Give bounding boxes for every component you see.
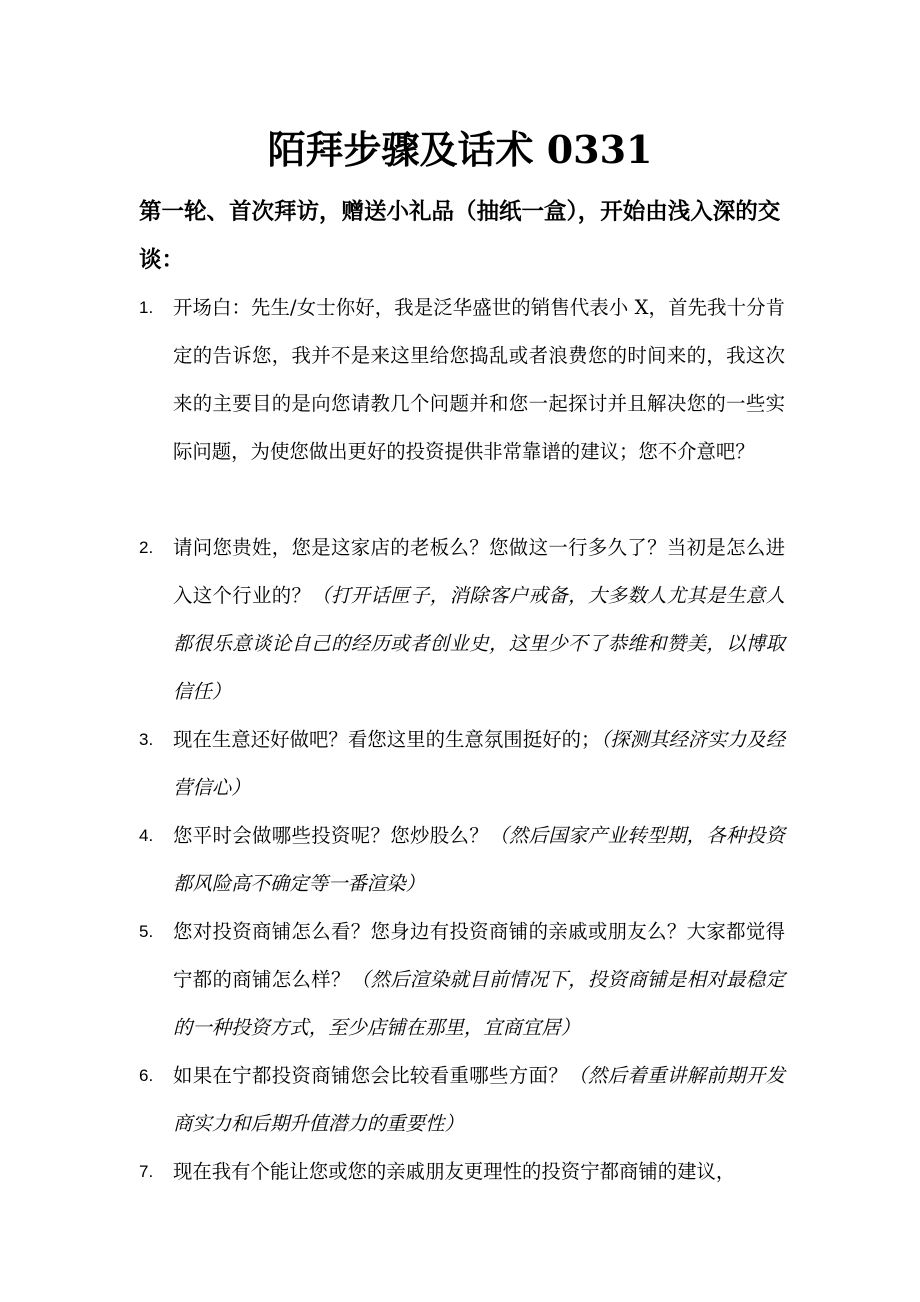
list-item-text: 现在生意还好做吧？看您这里的生意氛围挺好的； <box>173 728 601 751</box>
list-item <box>0 812 920 908</box>
list-item-number: 7. <box>139 1162 154 1181</box>
list-item-number: 1. <box>139 298 154 317</box>
list-item-number: 3. <box>139 730 154 749</box>
list-item-note: （探测其经济实力及经营信心） <box>173 728 785 799</box>
document-title: 陌拜步骤及话术 0331 <box>267 127 653 172</box>
list-item-note: （然后渲染就目前情况下，投资商铺是相对最稳定的一种投资方式，至少店铺在那里，宜商宜居） <box>173 968 786 1039</box>
list-item-body <box>173 524 785 716</box>
list-item-body <box>173 284 785 476</box>
list-item-body <box>173 812 785 908</box>
list-item-body <box>173 716 785 812</box>
script-steps-list <box>0 284 920 1196</box>
list-item-body <box>173 908 785 1052</box>
list-item <box>0 1148 920 1196</box>
list-item <box>0 284 920 524</box>
list-item-number: 6. <box>139 1066 154 1085</box>
list-item <box>0 716 920 812</box>
list-item <box>0 1052 920 1148</box>
list-item-text: 您对投资商铺怎么看？您身边有投资商铺的亲戚或朋友么？大家都觉得宁都的商铺怎么样？ <box>173 920 785 991</box>
list-item <box>0 524 920 716</box>
list-item-text: 请问您贵姓，您是这家店的老板么？您做这一行多久了？当初是怎么进入这个行业的？ <box>173 536 785 607</box>
list-item-body <box>173 1148 785 1196</box>
list-item-note: （然后国家产业转型期，各种投资都风险高不确定等一番渲染） <box>173 824 786 895</box>
list-item-body <box>173 1052 785 1148</box>
list-item-text: 现在我有个能让您或您的亲戚朋友更理性的投资宁都商铺的建议， <box>173 1160 736 1183</box>
list-item-note: （打开话匣子，消除客户戒备，大多数人尤其是生意人都很乐意谈论自己的经历或者创业史，这里少不了恭维和赞美，以博取信任） <box>173 584 786 703</box>
list-item-text: 开场白：先生/女士你好，我是泛华盛世的销售代表小 X，首先我十分肯定的告诉您，我并不是来这里给您捣乱或者浪费您的时间来的，我这次来的主要目的是向您请教几个问题并和您一起探讨并且解决您的一些实际问题，为使您做出更好的投资提供非常靠谱的建议；您不介意吧？ <box>173 296 785 463</box>
list-item-text: 如果在宁都投资商铺您会比较看重哪些方面？ <box>173 1064 569 1087</box>
list-item <box>0 908 920 1052</box>
section-heading: 第一轮、首次拜访，赠送小礼品（抽纸一盒），开始由浅入深的交谈： <box>139 199 781 273</box>
list-item-text: 您平时会做哪些投资呢？您炒股么？ <box>173 824 490 847</box>
list-item-note: （然后着重讲解前期开发商实力和后期升值潜力的重要性） <box>173 1064 786 1135</box>
list-item-number: 2. <box>139 538 154 557</box>
list-item-number: 5. <box>139 922 154 941</box>
list-item-number: 4. <box>139 826 154 845</box>
